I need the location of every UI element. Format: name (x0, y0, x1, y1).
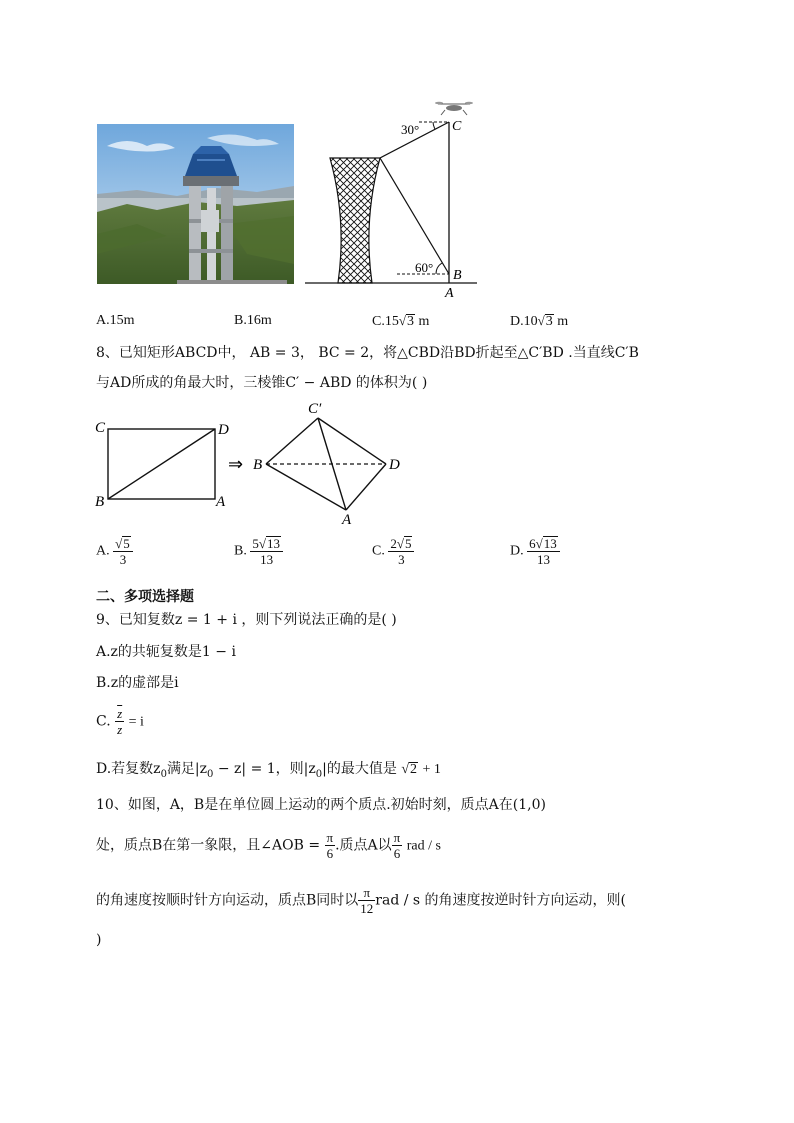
point-a-label: A (445, 286, 454, 300)
q8-option-a-root: 5 (123, 536, 130, 551)
q9-option-d-sub2: 0 (207, 768, 214, 780)
rect-c-label: C (95, 420, 106, 436)
q9-option-d-mid: 满足|z (166, 761, 208, 777)
q9-stem: 9、已知复数z = 1 + i ，则下列说法正确的是( ) (96, 612, 397, 628)
fold-arrow: ⇒ (228, 454, 244, 474)
q8-option-d-root: 13 (543, 536, 557, 551)
q8-option-b-den: 13 (260, 552, 274, 567)
q8-option-b-root: 13 (266, 536, 280, 551)
q9-option-c-rhs: = i (128, 714, 144, 730)
q9-option-c-label: C. (96, 713, 111, 730)
rect-d-label: D (218, 422, 229, 438)
tower-shape (330, 158, 380, 283)
q8-option-c-label: C. (372, 543, 385, 559)
q9-option-b: B.z的虚部是i (96, 675, 179, 691)
fold-figure (90, 398, 420, 528)
tower-photo (97, 124, 294, 284)
q7-option-d-unit: m (557, 314, 569, 329)
q9-option-d-sub3: 0 (315, 768, 323, 780)
q10-speed-b-den: 12 (360, 901, 374, 916)
q9-option-d-mid2: − z| = 1，则|z (213, 761, 316, 777)
q9-option-d-plus: + 1 (422, 762, 441, 777)
q8-option-a: A. $\frac{√5}{3}$ (96, 536, 133, 567)
q10-angle-frac-num: π (326, 830, 334, 845)
q8-stem-line2: 与AD所成的角最大时，三棱锥C′ − ABD 的体积为( ) (96, 375, 428, 391)
q10-speed-a-num: π (393, 830, 401, 845)
drone-icon (435, 102, 473, 115)
q10-line2-mid: .质点A以 (335, 837, 392, 854)
q8-stem-line1: 8、已知矩形ABCD中， AB = 3， BC = 2，将△CBD沿BD折起至△C′BD .当直线C′B (96, 345, 639, 361)
q8-option-c: C. $\frac{2√5}{3}$ (372, 536, 414, 567)
q8-option-d-label: D. (510, 543, 524, 559)
q10-line3-post: rad / s 的角速度按逆时针方向运动，则( (375, 892, 627, 909)
q8-option-d: D. $\frac{6√13}{13}$ (510, 536, 560, 567)
q10-stem-line1: 10、如图，A，B是在单位圆上运动的两个质点.初始时刻，质点A在(1,0) (96, 797, 546, 813)
q9-option-d-end: |的最大值是 (322, 761, 397, 777)
tet-d-label: D (389, 457, 400, 473)
q10-stem-line2 (96, 830, 441, 861)
q7-option-d-prefix: D.10 (510, 314, 538, 329)
diagonal-bd (108, 429, 215, 499)
angle-60-label: 60° (415, 260, 434, 275)
q7-option-c-root: 3 (406, 314, 414, 329)
q8-option-a-label: A. (96, 543, 110, 559)
q10-line2-unit: rad / s (406, 838, 441, 854)
q10-line3-pre: 的角速度按顺时针方向运动，质点B同时以 (96, 892, 359, 909)
q10-speed-b-num: π (358, 885, 375, 901)
tet-b-label: B (253, 457, 263, 473)
tet-a-label: A (342, 512, 352, 528)
q7-option-a: A.15m (96, 313, 135, 328)
q7-option-d-root: 3 (545, 314, 553, 329)
q7-option-c-unit: m (418, 314, 430, 329)
q7-option-d: D.10√3 m (510, 313, 569, 329)
q9-option-c (96, 706, 144, 737)
q7-option-c-prefix: C.15 (372, 314, 399, 329)
q8-option-c-coef: 2 (390, 536, 397, 551)
section-title-multiple-choice: 二、多项选择题 (96, 589, 194, 605)
q10-stem-line3 (96, 885, 626, 916)
q8-option-b: B. $\frac{5√13}{13}$ (234, 536, 283, 567)
rect-a-label: A (216, 494, 226, 510)
q8-option-c-den: 3 (398, 552, 405, 567)
q9-option-d: D.若复数$z_0$满足$|z_0 - z| = 1$，则$|z_0|$的最大值是 √2 + 1 (96, 761, 441, 780)
q8-option-b-label: B. (234, 543, 247, 559)
q8-option-d-coef: 6 (529, 536, 536, 551)
angle-30-label: 30° (401, 122, 420, 137)
q10-speed-a-den: 6 (393, 846, 401, 861)
q9-option-d-sub1: 0 (160, 768, 167, 780)
rect-b-label: B (95, 494, 105, 510)
q10-angle-frac-den: 6 (326, 846, 334, 861)
q8-option-d-den: 13 (536, 552, 550, 567)
tet-c-label: C′ (308, 401, 322, 417)
point-b-label: B (453, 268, 462, 283)
q9-option-a: A.z的共轭复数是1 − i (96, 644, 236, 660)
q9-option-c-num: $\overline{z}$ (117, 706, 123, 721)
q10-line2-pre: 处，质点B在第一象限，且∠AOB = (96, 837, 321, 854)
q9-option-c-den: z (117, 722, 123, 737)
q8-option-b-coef: 5 (252, 536, 259, 551)
q8-option-a-den: 3 (119, 552, 127, 567)
q7-option-b: B.16m (234, 313, 272, 328)
q10-stem-line4: ) (96, 932, 102, 948)
q9-option-d-pre: D.若复数z (96, 761, 161, 777)
height-measure-figure (305, 96, 480, 300)
point-c-label: C (452, 119, 462, 134)
q7-option-c: C.15√3 m (372, 313, 430, 329)
q9-option-d-root: 2 (410, 762, 417, 777)
q8-option-c-root: 5 (404, 536, 412, 551)
